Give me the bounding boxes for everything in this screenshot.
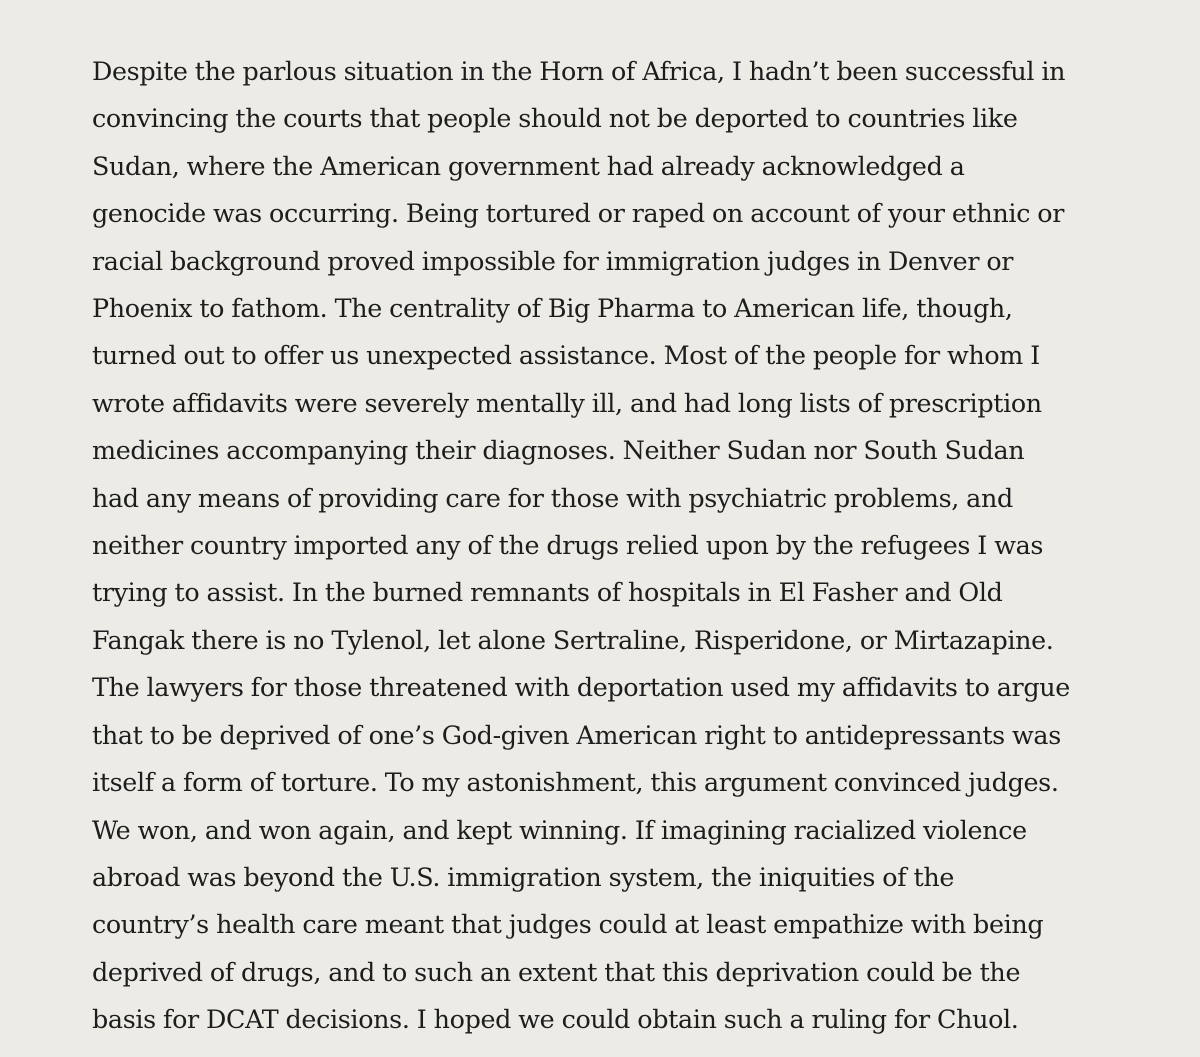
- paragraph-line-15: that to be deprived of one’s God-given American right to antidepressants was: [92, 719, 1061, 750]
- paragraph-line-19: country’s health care meant that judges could at least empathize with being: [92, 909, 1044, 940]
- paragraph-line-7: turned out to offer us unexpected assistance. Most of the people for whom I: [92, 340, 1040, 371]
- paragraph-line-21: basis for DCAT decisions. I hoped we could obtain such a ruling for Chuol.: [92, 1004, 1019, 1035]
- paragraph-line-20: deprived of drugs, and to such an extent that this deprivation could be the: [92, 956, 1021, 987]
- paragraph-line-10: had any means of providing care for those with psychiatric problems, and: [92, 482, 1013, 513]
- paragraph-line-14: The lawyers for those threatened with deportation used my affidavits to argue: [92, 672, 1070, 703]
- paragraph-line-6: Phoenix to fathom. The centrality of Big Pharma to American life, though,: [92, 293, 1013, 324]
- article-paragraph: [92, 48, 1112, 1044]
- paragraph-line-4: genocide was occurring. Being tortured or raped on account of your ethnic or: [92, 198, 1065, 229]
- paragraph-line-9: medicines accompanying their diagnoses. Neither Sudan nor South Sudan: [92, 435, 1025, 466]
- paragraph-line-3: Sudan, where the American government had already acknowledged a: [92, 150, 965, 181]
- paragraph-line-13: Fangak there is no Tylenol, let alone Sertraline, Risperidone, or Mirtazapine.: [92, 624, 1054, 655]
- paragraph-line-16: itself a form of torture. To my astonishment, this argument convinced judges.: [92, 767, 1059, 798]
- paragraph-line-18: abroad was beyond the U.S. immigration system, the iniquities of the: [92, 861, 955, 892]
- paragraph-line-1: Despite the parlous situation in the Horn of Africa, I hadn’t been successful in: [92, 56, 1066, 86]
- paragraph-line-11: neither country imported any of the drugs relied upon by the refugees I was: [92, 530, 1044, 561]
- paragraph-line-17: We won, and won again, and kept winning. If imagining racialized violence: [92, 814, 1027, 845]
- paragraph-line-2: convincing the courts that people should not be deported to countries like: [92, 103, 1018, 134]
- paragraph-line-12: trying to assist. In the burned remnants of hospitals in El Fasher and Old: [92, 577, 1003, 608]
- paragraph-line-5: racial background proved impossible for immigration judges in Denver or: [92, 245, 1014, 276]
- paragraph-line-8: wrote affidavits were severely mentally ill, and had long lists of prescription: [92, 387, 1042, 418]
